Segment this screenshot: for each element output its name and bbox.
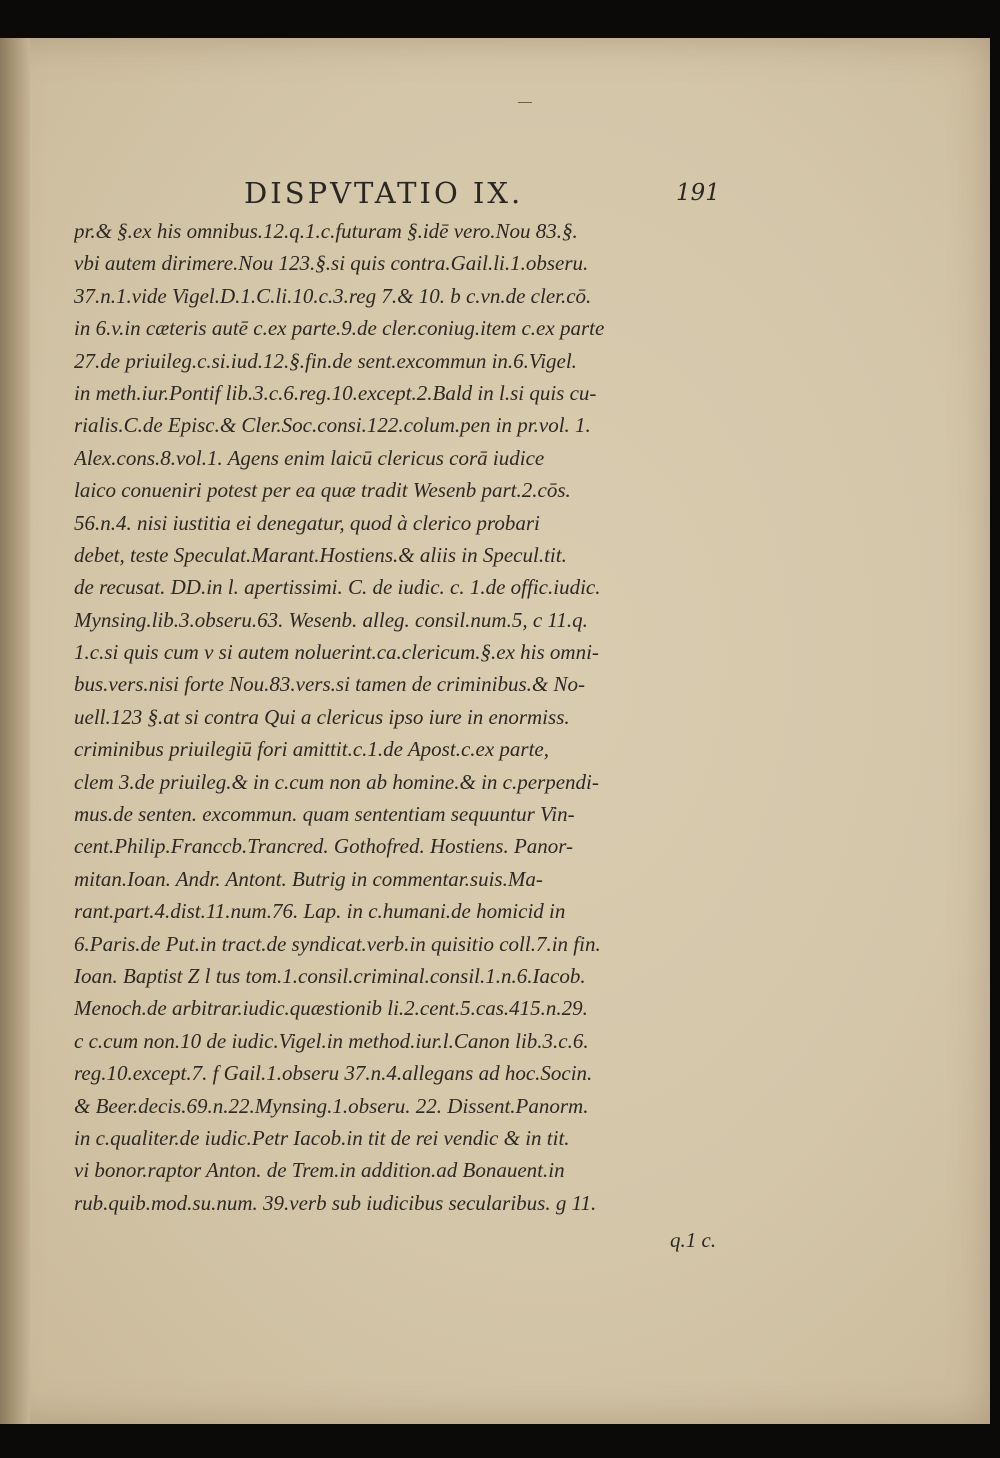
text-line: Mynsing.lib.3.obseru.63. Wesenb. alleg. consil.num.5, c 11.q.: [74, 607, 588, 632]
page-header: [0, 176, 990, 216]
text-line: vbi autem dirimere.Nou 123.§.si quis contra.Gail.li.1.obseru.: [74, 251, 589, 276]
text-line: clem 3.de priuileg.& in c.cum non ab homine.& in c.perpendi-: [74, 769, 599, 794]
text-line: vi bonor.raptor Anton. de Trem.in addition.ad Bonauent.in: [74, 1158, 565, 1183]
text-line: Ioan. Baptist Z l tus tom.1.consil.criminal.consil.1.n.6.Iacob.: [74, 963, 586, 988]
text-line: rialis.C.de Episc.& Cler.Soc.consi.122.colum.pen in pr.vol. 1.: [74, 413, 591, 438]
printer-mark: [518, 102, 532, 103]
text-line: rant.part.4.dist.11.num.76. Lap. in c.humani.de homicid in: [74, 899, 566, 924]
text-line: uell.123 §.at si contra Qui a clericus ipso iure in enormiss.: [74, 704, 570, 729]
text-line: 56.n.4. nisi iustitia ei denegatur, quod à clerico probari: [74, 510, 540, 535]
body-text: [74, 215, 736, 1219]
text-line: rub.quib.mod.su.num. 39.verb sub iudicibus secularibus. g 11.: [74, 1190, 597, 1215]
text-line: Menoch.de arbitrar.iudic.quæstionib li.2.cent.5.cas.415.n.29.: [74, 996, 588, 1021]
text-line: c c.cum non.10 de iudic.Vigel.in method.iur.l.Canon lib.3.c.6.: [74, 1028, 589, 1053]
text-line: 27.de priuileg.c.si.iud.12.§.fin.de sent.excommun in.6.Vigel.: [74, 348, 577, 373]
text-line: mitan.Ioan. Andr. Antont. Butrig in commentar.suis.Ma-: [74, 866, 543, 891]
page-number: 191: [676, 180, 720, 206]
catchword: q.1 c.: [670, 1228, 717, 1252]
text-line: debet, teste Speculat.Marant.Hostiens.& aliis in Specul.tit.: [74, 542, 567, 567]
text-line: bus.vers.nisi forte Nou.83.vers.si tamen de criminibus.& No-: [74, 672, 585, 697]
text-line: & Beer.decis.69.n.22.Mynsing.1.obseru. 22. Dissent.Panorm.: [74, 1093, 589, 1118]
text-line: 6.Paris.de Put.in tract.de syndicat.verb.in quisitio coll.7.in fin.: [74, 931, 601, 956]
text-line: laico conueniri potest per ea quæ tradit Wesenb part.2.cōs.: [74, 478, 571, 503]
text-line: pr.& §.ex his omnibus.12.q.1.c.futuram §.idē vero.Nou 83.§.: [74, 219, 578, 243]
text-line: in c.qualiter.de iudic.Petr Iacob.in tit de rei vendic & in tit.: [74, 1125, 570, 1150]
book-page: [0, 38, 990, 1424]
text-line: de recusat. DD.in l. apertissimi. C. de iudic. c. 1.de offic.iudic.: [74, 575, 601, 600]
text-line: cent.Philip.Franccb.Trancred. Gothofred. Hostiens. Panor-: [74, 834, 574, 859]
page-binding-edge: [0, 38, 30, 1424]
running-head: DISPVTATIO IX.: [244, 176, 524, 210]
text-line: reg.10.except.7. f Gail.1.obseru 37.n.4.allegans ad hoc.Socin.: [74, 1061, 593, 1086]
text-line: Alex.cons.8.vol.1. Agens enim laicū clericus corā iudice: [74, 445, 545, 470]
text-line: criminibus priuilegiū fori amittit.c.1.de Apost.c.ex parte,: [74, 737, 549, 762]
text-line: in 6.v.in cæteris autē c.ex parte.9.de cler.coniug.item c.ex parte: [74, 316, 605, 341]
text-line: 37.n.1.vide Vigel.D.1.C.li.10.c.3.reg 7.& 10. b c.vn.de cler.cō.: [74, 283, 592, 308]
text-line: 1.c.si quis cum v si autem noluerint.ca.clericum.§.ex his omni-: [74, 640, 599, 665]
text-line: in meth.iur.Pontif lib.3.c.6.reg.10.except.2.Bald in l.si quis cu-: [74, 380, 597, 405]
text-line: mus.de senten. excommun. quam sententiam sequuntur Vin-: [74, 802, 575, 827]
